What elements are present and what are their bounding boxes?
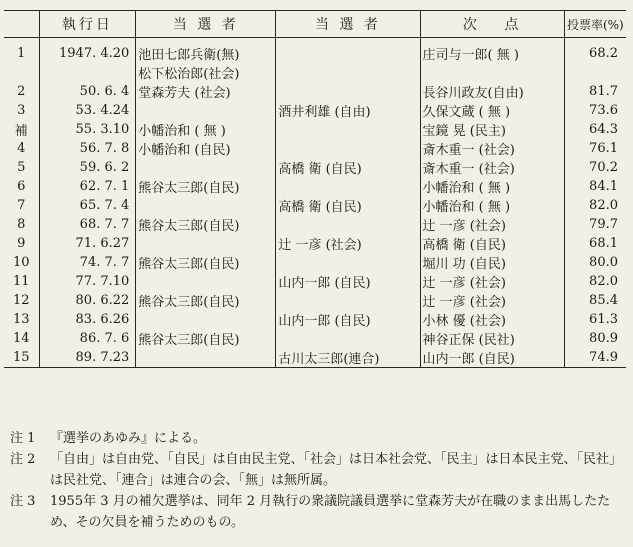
- table-row: [4, 310, 626, 329]
- row-runner-up: 宝鏡 晃 (民主): [420, 120, 564, 139]
- row-date: 68. 7. 7: [39, 215, 136, 234]
- table-row: [4, 234, 626, 253]
- row-runner-up: 長谷川政友(自由): [420, 82, 564, 101]
- footnote-label: 注 3: [10, 494, 36, 509]
- row-winner-1: 熊谷太三郎(自民): [136, 215, 276, 234]
- row-winner-1: [136, 101, 276, 120]
- table-row: [4, 215, 626, 234]
- row-number: 9: [17, 236, 26, 251]
- row-winner-2: [276, 82, 420, 101]
- row-winner-2: 山内一郎 (自民): [276, 310, 420, 329]
- row-number: 補: [14, 124, 28, 139]
- table-row: [4, 253, 626, 272]
- row-turnout: 85.4: [564, 291, 626, 310]
- row-winner-2: 高橋 衛 (自民): [276, 158, 420, 177]
- row-date: 53. 4.24: [39, 101, 136, 120]
- row-date: 83. 6.26: [39, 310, 136, 329]
- row-number: 8: [17, 217, 26, 232]
- row-winner-1: 堂森芳夫 (社会): [136, 82, 276, 101]
- row-number: [4, 63, 39, 82]
- row-winner-2: [276, 63, 420, 82]
- row-runner-up: [420, 63, 564, 82]
- row-winner-1: [136, 348, 276, 368]
- row-turnout: 64.3: [564, 120, 626, 139]
- row-turnout: 82.0: [564, 272, 626, 291]
- row-winner-2: 古川太三郎(連合): [276, 348, 420, 368]
- row-winner-1: [136, 272, 276, 291]
- row-winner-1: [136, 196, 276, 215]
- row-runner-up: 辻 一彦 (社会): [420, 291, 564, 310]
- row-date: 86. 7. 6: [39, 329, 136, 348]
- row-number: 4: [17, 141, 26, 156]
- row-runner-up: 斎木重一 (社会): [420, 158, 564, 177]
- header-winner-2: 当 選 者: [276, 11, 420, 38]
- header-winner-1: 当 選 者: [136, 11, 276, 38]
- row-winner-1: 池田七郎兵衛(無): [136, 44, 276, 63]
- row-turnout: 68.2: [564, 44, 626, 63]
- row-runner-up: 高橋 衛 (自民): [420, 234, 564, 253]
- row-runner-up: 神谷正保 (民社): [420, 329, 564, 348]
- footnote-text: 『選挙のあゆみ』による。: [50, 431, 207, 446]
- row-winner-2: [276, 253, 420, 272]
- row-runner-up: 斎木重一 (社会): [420, 139, 564, 158]
- row-winner-1: 熊谷太三郎(自民): [136, 329, 276, 348]
- row-turnout: 81.7: [564, 82, 626, 101]
- row-number: 13: [12, 312, 30, 327]
- row-winner-2: 山内一郎 (自民): [276, 272, 420, 291]
- footnotes: [10, 428, 625, 533]
- footnote: [10, 449, 625, 491]
- row-turnout: 82.0: [564, 196, 626, 215]
- row-winner-2: 高橋 衛 (自民): [276, 196, 420, 215]
- footnote-label: 注 2: [10, 452, 36, 467]
- row-winner-1: 熊谷太三郎(自民): [136, 177, 276, 196]
- row-winner-2: [276, 291, 420, 310]
- row-winner-1: [136, 158, 276, 177]
- row-number: 12: [12, 293, 30, 308]
- row-number: 7: [17, 198, 26, 213]
- header-date: 執行日: [39, 11, 136, 38]
- table-row: [4, 196, 626, 215]
- row-date: 65. 7. 4: [39, 196, 136, 215]
- footnote: [10, 428, 625, 449]
- election-results-table: [4, 10, 626, 368]
- table-row: [4, 63, 626, 82]
- row-date: 1947. 4.20: [39, 44, 136, 63]
- row-runner-up: 辻 一彦 (社会): [420, 215, 564, 234]
- row-turnout: [564, 63, 626, 82]
- row-runner-up: 小幡治和 ( 無 ): [420, 177, 564, 196]
- row-runner-up: 小幡治和 ( 無 ): [420, 196, 564, 215]
- row-runner-up: 堀川 功 (自民): [420, 253, 564, 272]
- row-turnout: 76.1: [564, 139, 626, 158]
- row-winner-1: [136, 234, 276, 253]
- row-number: 5: [17, 160, 26, 175]
- row-winner-1: 小幡治和 (自民): [136, 139, 276, 158]
- row-turnout: 79.7: [564, 215, 626, 234]
- row-number: 2: [17, 84, 26, 99]
- row-date: 74. 7. 7: [39, 253, 136, 272]
- row-runner-up: 小林 優 (社会): [420, 310, 564, 329]
- row-winner-2: [276, 120, 420, 139]
- table-row: [4, 120, 626, 139]
- row-date: 50. 6. 4: [39, 82, 136, 101]
- row-number: 6: [17, 179, 26, 194]
- row-winner-2: [276, 329, 420, 348]
- row-turnout: 70.2: [564, 158, 626, 177]
- row-winner-1: 松下松治郎(社会): [136, 63, 276, 82]
- row-date: 77. 7.10: [39, 272, 136, 291]
- table-row: [4, 44, 626, 63]
- header-number: [4, 11, 39, 38]
- row-winner-2: [276, 44, 420, 63]
- row-turnout: 73.6: [564, 101, 626, 120]
- table-row: [4, 177, 626, 196]
- table-body: [4, 38, 626, 368]
- row-runner-up: 辻 一彦 (社会): [420, 272, 564, 291]
- row-date: 59. 6. 2: [39, 158, 136, 177]
- row-winner-2: [276, 177, 420, 196]
- row-winner-1: 熊谷太三郎(自民): [136, 291, 276, 310]
- table-row: [4, 329, 626, 348]
- footnote-label: 注 1: [10, 431, 36, 446]
- table-header-row: [4, 11, 626, 38]
- table-row: [4, 139, 626, 158]
- row-number: 10: [12, 255, 30, 270]
- row-winner-2: 酒井利雄 (自由): [276, 101, 420, 120]
- row-number: 11: [12, 274, 30, 289]
- table-row: [4, 291, 626, 310]
- row-date: 89. 7.23: [39, 348, 136, 368]
- row-number: 3: [17, 103, 26, 118]
- row-runner-up: 久保文蔵 ( 無 ): [420, 101, 564, 120]
- header-turnout: 投票率(%): [564, 11, 626, 38]
- table-row: [4, 272, 626, 291]
- row-winner-2: 辻 一彦 (社会): [276, 234, 420, 253]
- row-winner-2: [276, 139, 420, 158]
- row-date: 62. 7. 1: [39, 177, 136, 196]
- row-turnout: 80.9: [564, 329, 626, 348]
- row-winner-1: 熊谷太三郎(自民): [136, 253, 276, 272]
- row-turnout: 68.1: [564, 234, 626, 253]
- row-number: 14: [12, 331, 30, 346]
- table-row: [4, 158, 626, 177]
- row-turnout: 74.9: [564, 348, 626, 368]
- row-date: [39, 63, 136, 82]
- row-winner-1: 小幡治和 ( 無 ): [136, 120, 276, 139]
- row-winner-2: [276, 215, 420, 234]
- row-turnout: 80.0: [564, 253, 626, 272]
- row-date: 56. 7. 8: [39, 139, 136, 158]
- row-winner-1: [136, 310, 276, 329]
- row-runner-up: 庄司与一郎( 無 ): [420, 44, 564, 63]
- row-turnout: 61.3: [564, 310, 626, 329]
- table-row: [4, 82, 626, 101]
- footnote-text: 1955年 3 月の補欠選挙は、同年 2 月執行の衆議院議員選挙に堂森芳夫が在職のまま出馬したため、その欠員を補うためのもの。: [50, 494, 611, 530]
- footnote: [10, 491, 625, 533]
- footnote-text: 「自由」は自由党、「自民」は自由民主党、「社会」は日本社会党、「民主」は日本民主党、「民社」は民社党、「連合」は連合の会、「無」は無所属。: [50, 452, 623, 488]
- header-runner-up: 次 点: [420, 11, 564, 38]
- row-number: 15: [4, 348, 39, 368]
- row-date: 55. 3.10: [39, 120, 136, 139]
- row-runner-up: 山内一郎 (自民): [420, 348, 564, 368]
- table-row: [4, 348, 626, 368]
- table-row: [4, 101, 626, 120]
- row-date: 71. 6.27: [39, 234, 136, 253]
- row-date: 80. 6.22: [39, 291, 136, 310]
- row-number: 1: [17, 46, 26, 61]
- row-turnout: 84.1: [564, 177, 626, 196]
